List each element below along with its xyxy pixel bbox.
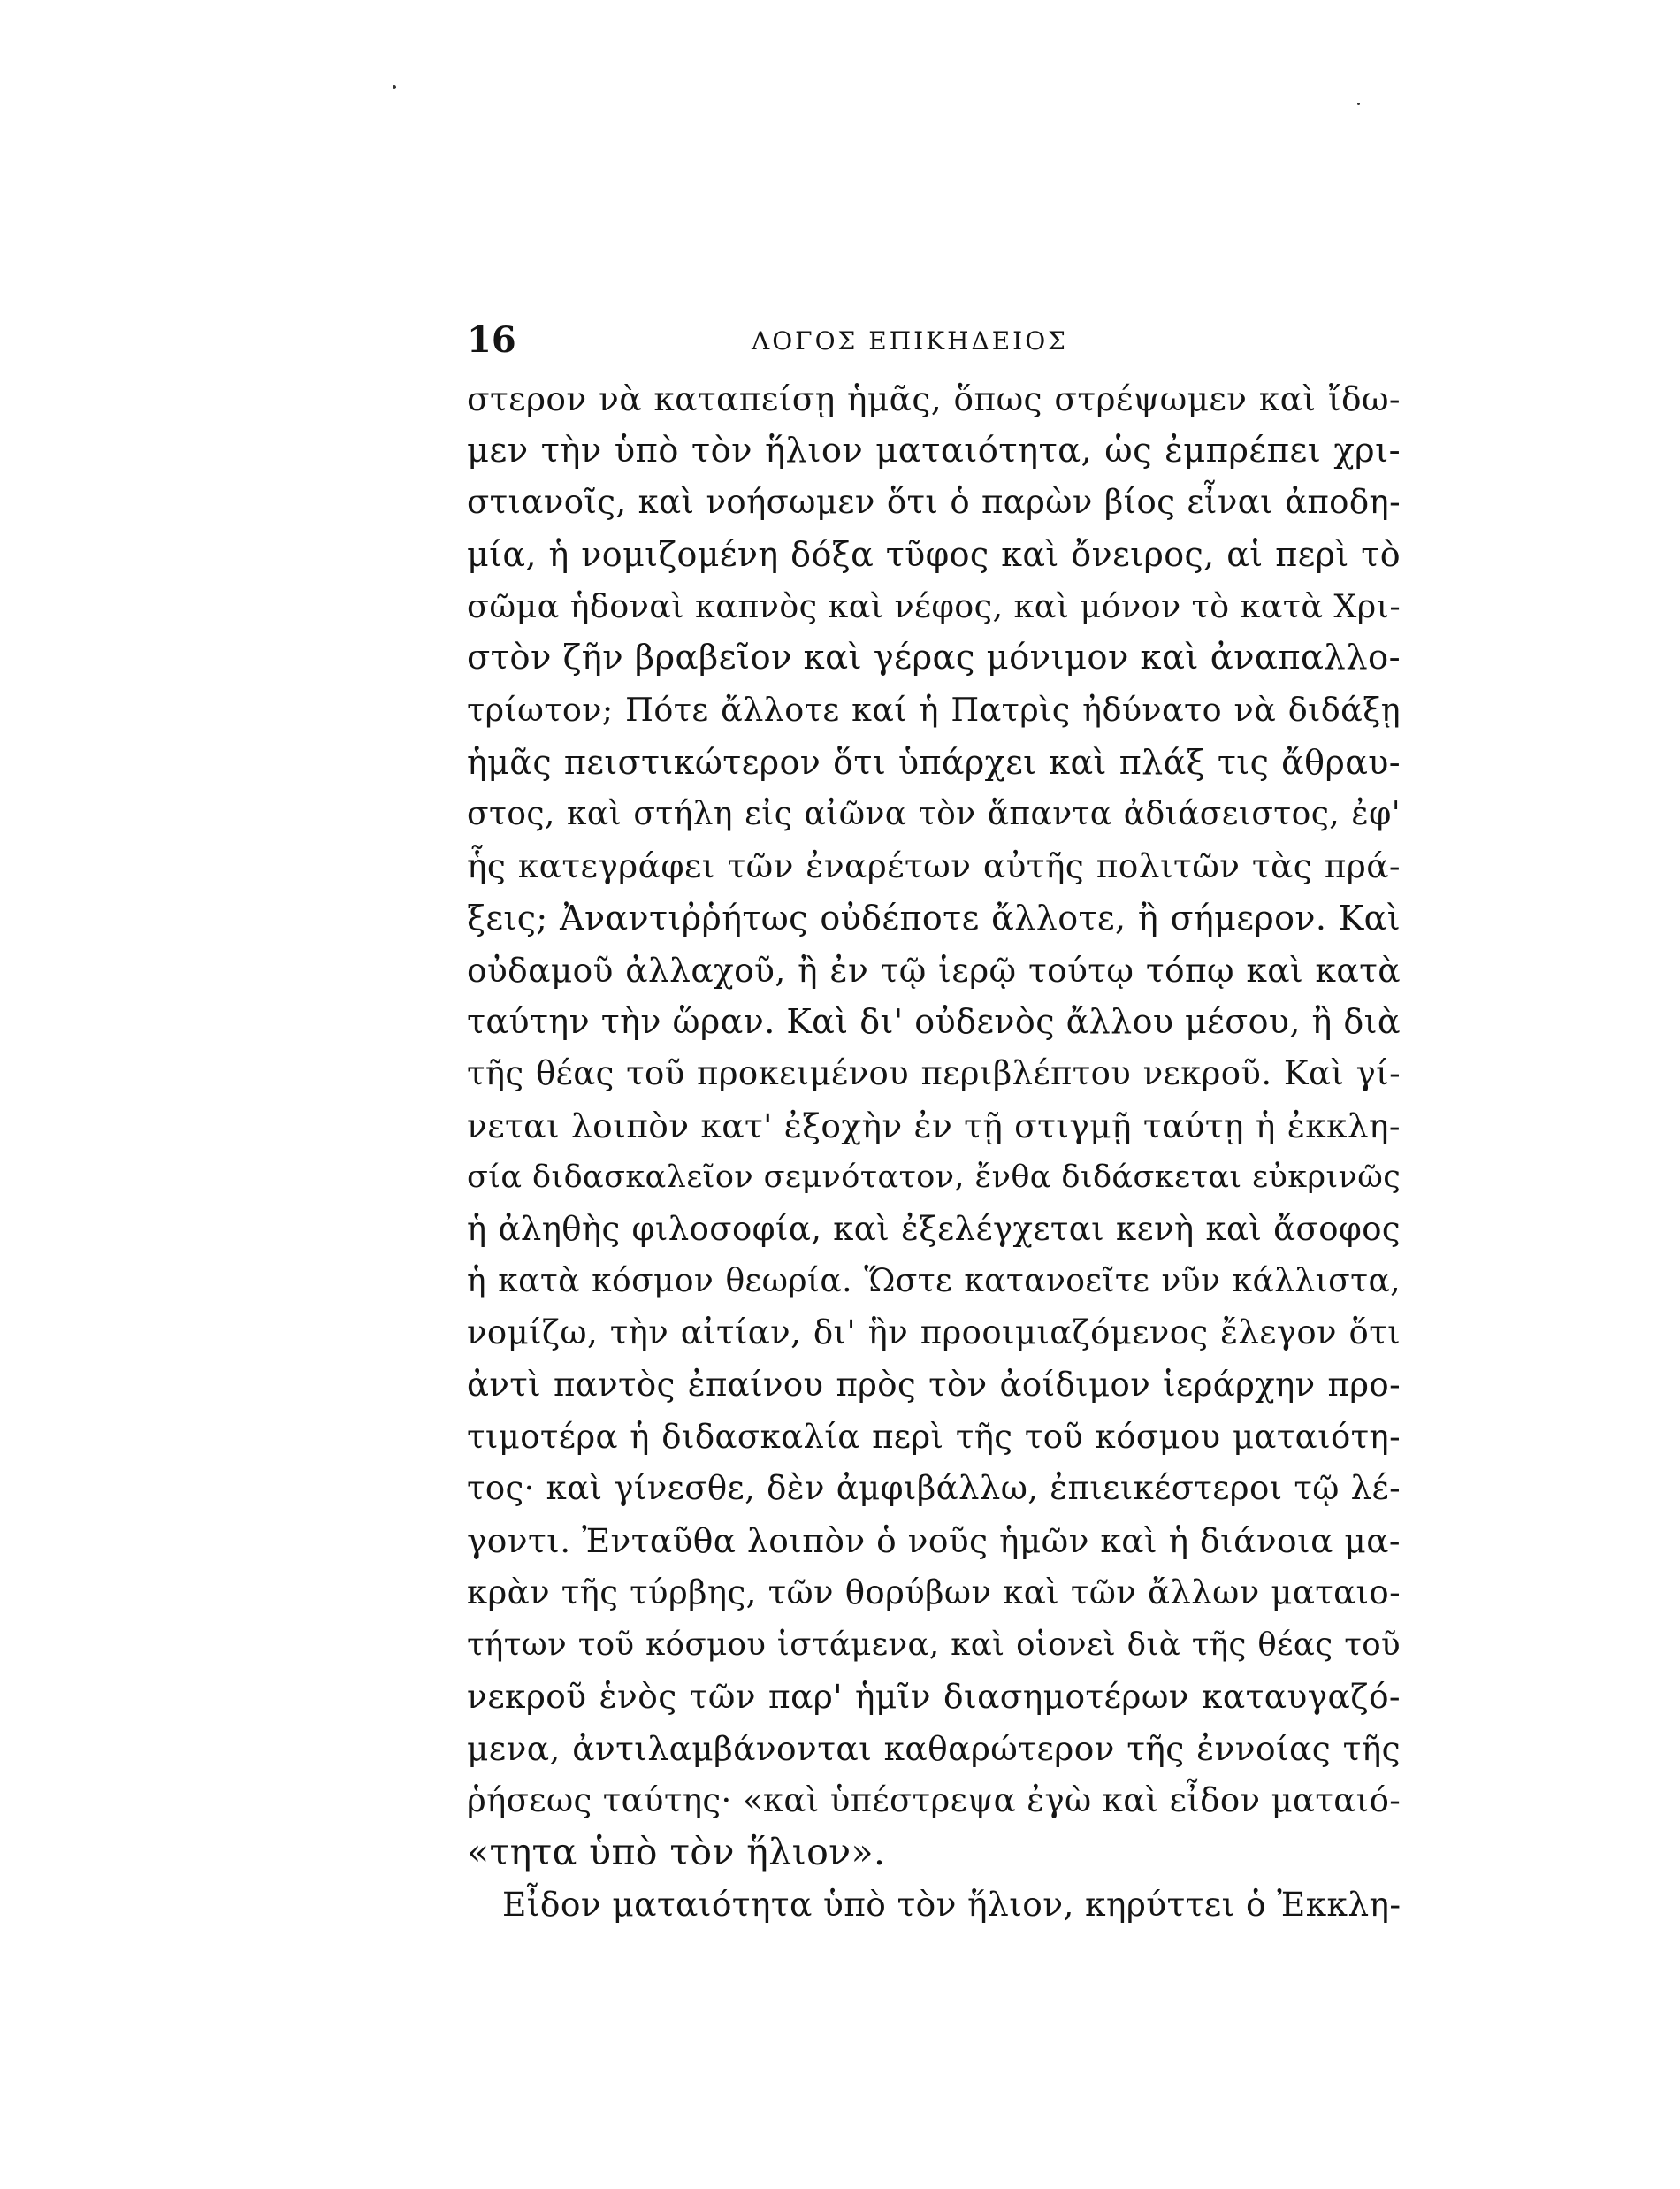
text-line: στος, καὶ στήλη εἰς αἰῶνα τὸν ἅπαντα ἀδιάσειστος, ἐφ' <box>467 795 1401 832</box>
text-line: ἧς κατεγράφει τῶν ἐναρέτων αὐτῆς πολιτῶν τὰς πρά- <box>467 846 1401 886</box>
text-line: στὸν ζῆν βραβεῖον καὶ γέρας μόνιμον καὶ ἀναπαλλο- <box>467 638 1401 678</box>
text-line: τῆς θέας τοῦ προκειμένου περιβλέπτου νεκροῦ. Καὶ γί- <box>467 1053 1401 1092</box>
paragraph-end-line: «τητα ὑπὸ τὸν ἥλιον». <box>467 1831 886 1874</box>
page-header <box>467 318 1395 363</box>
text-line: στερον νὰ καταπείσῃ ἡμᾶς, ὅπως στρέψωμεν καὶ ἴδω- <box>467 379 1401 418</box>
text-line: νομίζω, τὴν αἰτίαν, δι' ἣν προοιμιαζόμενος ἔλεγον ὅτι <box>467 1313 1401 1352</box>
running-title: ΛΟΓΟΣ ΕΠΙΚΗΔΕΙΟΣ <box>752 326 1068 356</box>
text-line: ἀντὶ παντὸς ἐπαίνου πρὸς τὸν ἀοίδιμον ἱεράρχην προ- <box>467 1366 1401 1404</box>
page-number: 16 <box>467 319 516 361</box>
text-line: νεται λοιπὸν κατ' ἐξοχὴν ἐν τῇ στιγμῇ ταύτῃ ἡ ἐκκλη- <box>467 1106 1401 1145</box>
text-line: ῥήσεως ταύτης· «καὶ ὑπέστρεψα ἐγὼ καὶ εἶδον ματαιό- <box>467 1780 1401 1819</box>
text-line: σῶμα ἡδοναὶ καπνὸς καὶ νέφος, καὶ μόνον τὸ κατὰ Χρι- <box>467 586 1401 625</box>
paragraph-start-line: Εἶδον ματαιότητα ὑπὸ τὸν ἥλιον, κηρύττει ὁ Ἐκκλη- <box>502 1884 1401 1924</box>
text-line: οὐδαμοῦ ἀλλαχοῦ, ἢ ἐν τῷ ἱερῷ τούτῳ τόπῳ καὶ κατὰ <box>467 950 1401 990</box>
body-text <box>467 373 1401 1931</box>
text-line: ἡμᾶς πειστικώτερον ὅτι ὑπάρχει καὶ πλάξ τις ἄθραυ- <box>467 742 1401 782</box>
text-line: ἡ ἀληθὴς φιλοσοφία, καὶ ἐξελέγχεται κενὴ καὶ ἄσοφος <box>467 1210 1401 1248</box>
text-line: στιανοῖς, καὶ νοήσωμεν ὅτι ὁ παρὼν βίος εἶναι ἀποδη- <box>467 483 1401 522</box>
text-line: ταύτην τὴν ὥραν. Καὶ δι' οὐδενὸς ἄλλου μέσου, ἢ διὰ <box>467 1002 1401 1042</box>
text-line: μία, ἡ νομιζομένη δόξα τῦφος καὶ ὄνειρος, αἱ περὶ τὸ <box>467 535 1401 575</box>
text-line: κρὰν τῆς τύρβης, τῶν θορύβων καὶ τῶν ἄλλων ματαιο- <box>467 1573 1401 1611</box>
text-line: τος· καὶ γίνεσθε, δὲν ἀμφιβάλλω, ἐπιεικέστεροι τῷ λέ- <box>467 1469 1401 1508</box>
scan-speck <box>1357 103 1360 105</box>
text-line: τρίωτον; Πότε ἄλλοτε καί ἡ Πατρὶς ἠδύνατο νὰ διδάξῃ <box>467 691 1401 730</box>
text-line: μενα, ἀντιλαμβάνονται καθαρώτερον τῆς ἐννοίας τῆς <box>467 1728 1401 1768</box>
text-line: ξεις; Ἀναντιῤῥήτως οὐδέποτε ἄλλοτε, ἢ σήμερον. Καὶ <box>467 898 1401 938</box>
text-line: γοντι. Ἐνταῦθα λοιπὸν ὁ νοῦς ἡμῶν καὶ ἡ διάνοια μα- <box>467 1521 1401 1561</box>
text-line: τιμοτέρα ἡ διδασκαλία περὶ τῆς τοῦ κόσμου ματαιότη- <box>467 1417 1401 1456</box>
text-line: τήτων τοῦ κόσμου ἱστάμενα, καὶ οἱονεὶ διὰ τῆς θέας τοῦ <box>467 1626 1401 1663</box>
text-line: μεν τὴν ὑπὸ τὸν ἥλιον ματαιότητα, ὡς ἐμπρέπει χρι- <box>467 430 1401 471</box>
text-line: ἡ κατὰ κόσμον θεωρία. Ὥστε κατανοεῖτε νῦν κάλλιστα, <box>467 1262 1401 1299</box>
text-line: σία διδασκαλεῖον σεμνότατον, ἔνθα διδάσκεται εὐκρινῶς <box>467 1160 1401 1196</box>
scan-speck <box>393 85 396 89</box>
text-line: νεκροῦ ἑνὸς τῶν παρ' ἡμῖν διασημοτέρων καταυγαζό- <box>467 1677 1401 1717</box>
